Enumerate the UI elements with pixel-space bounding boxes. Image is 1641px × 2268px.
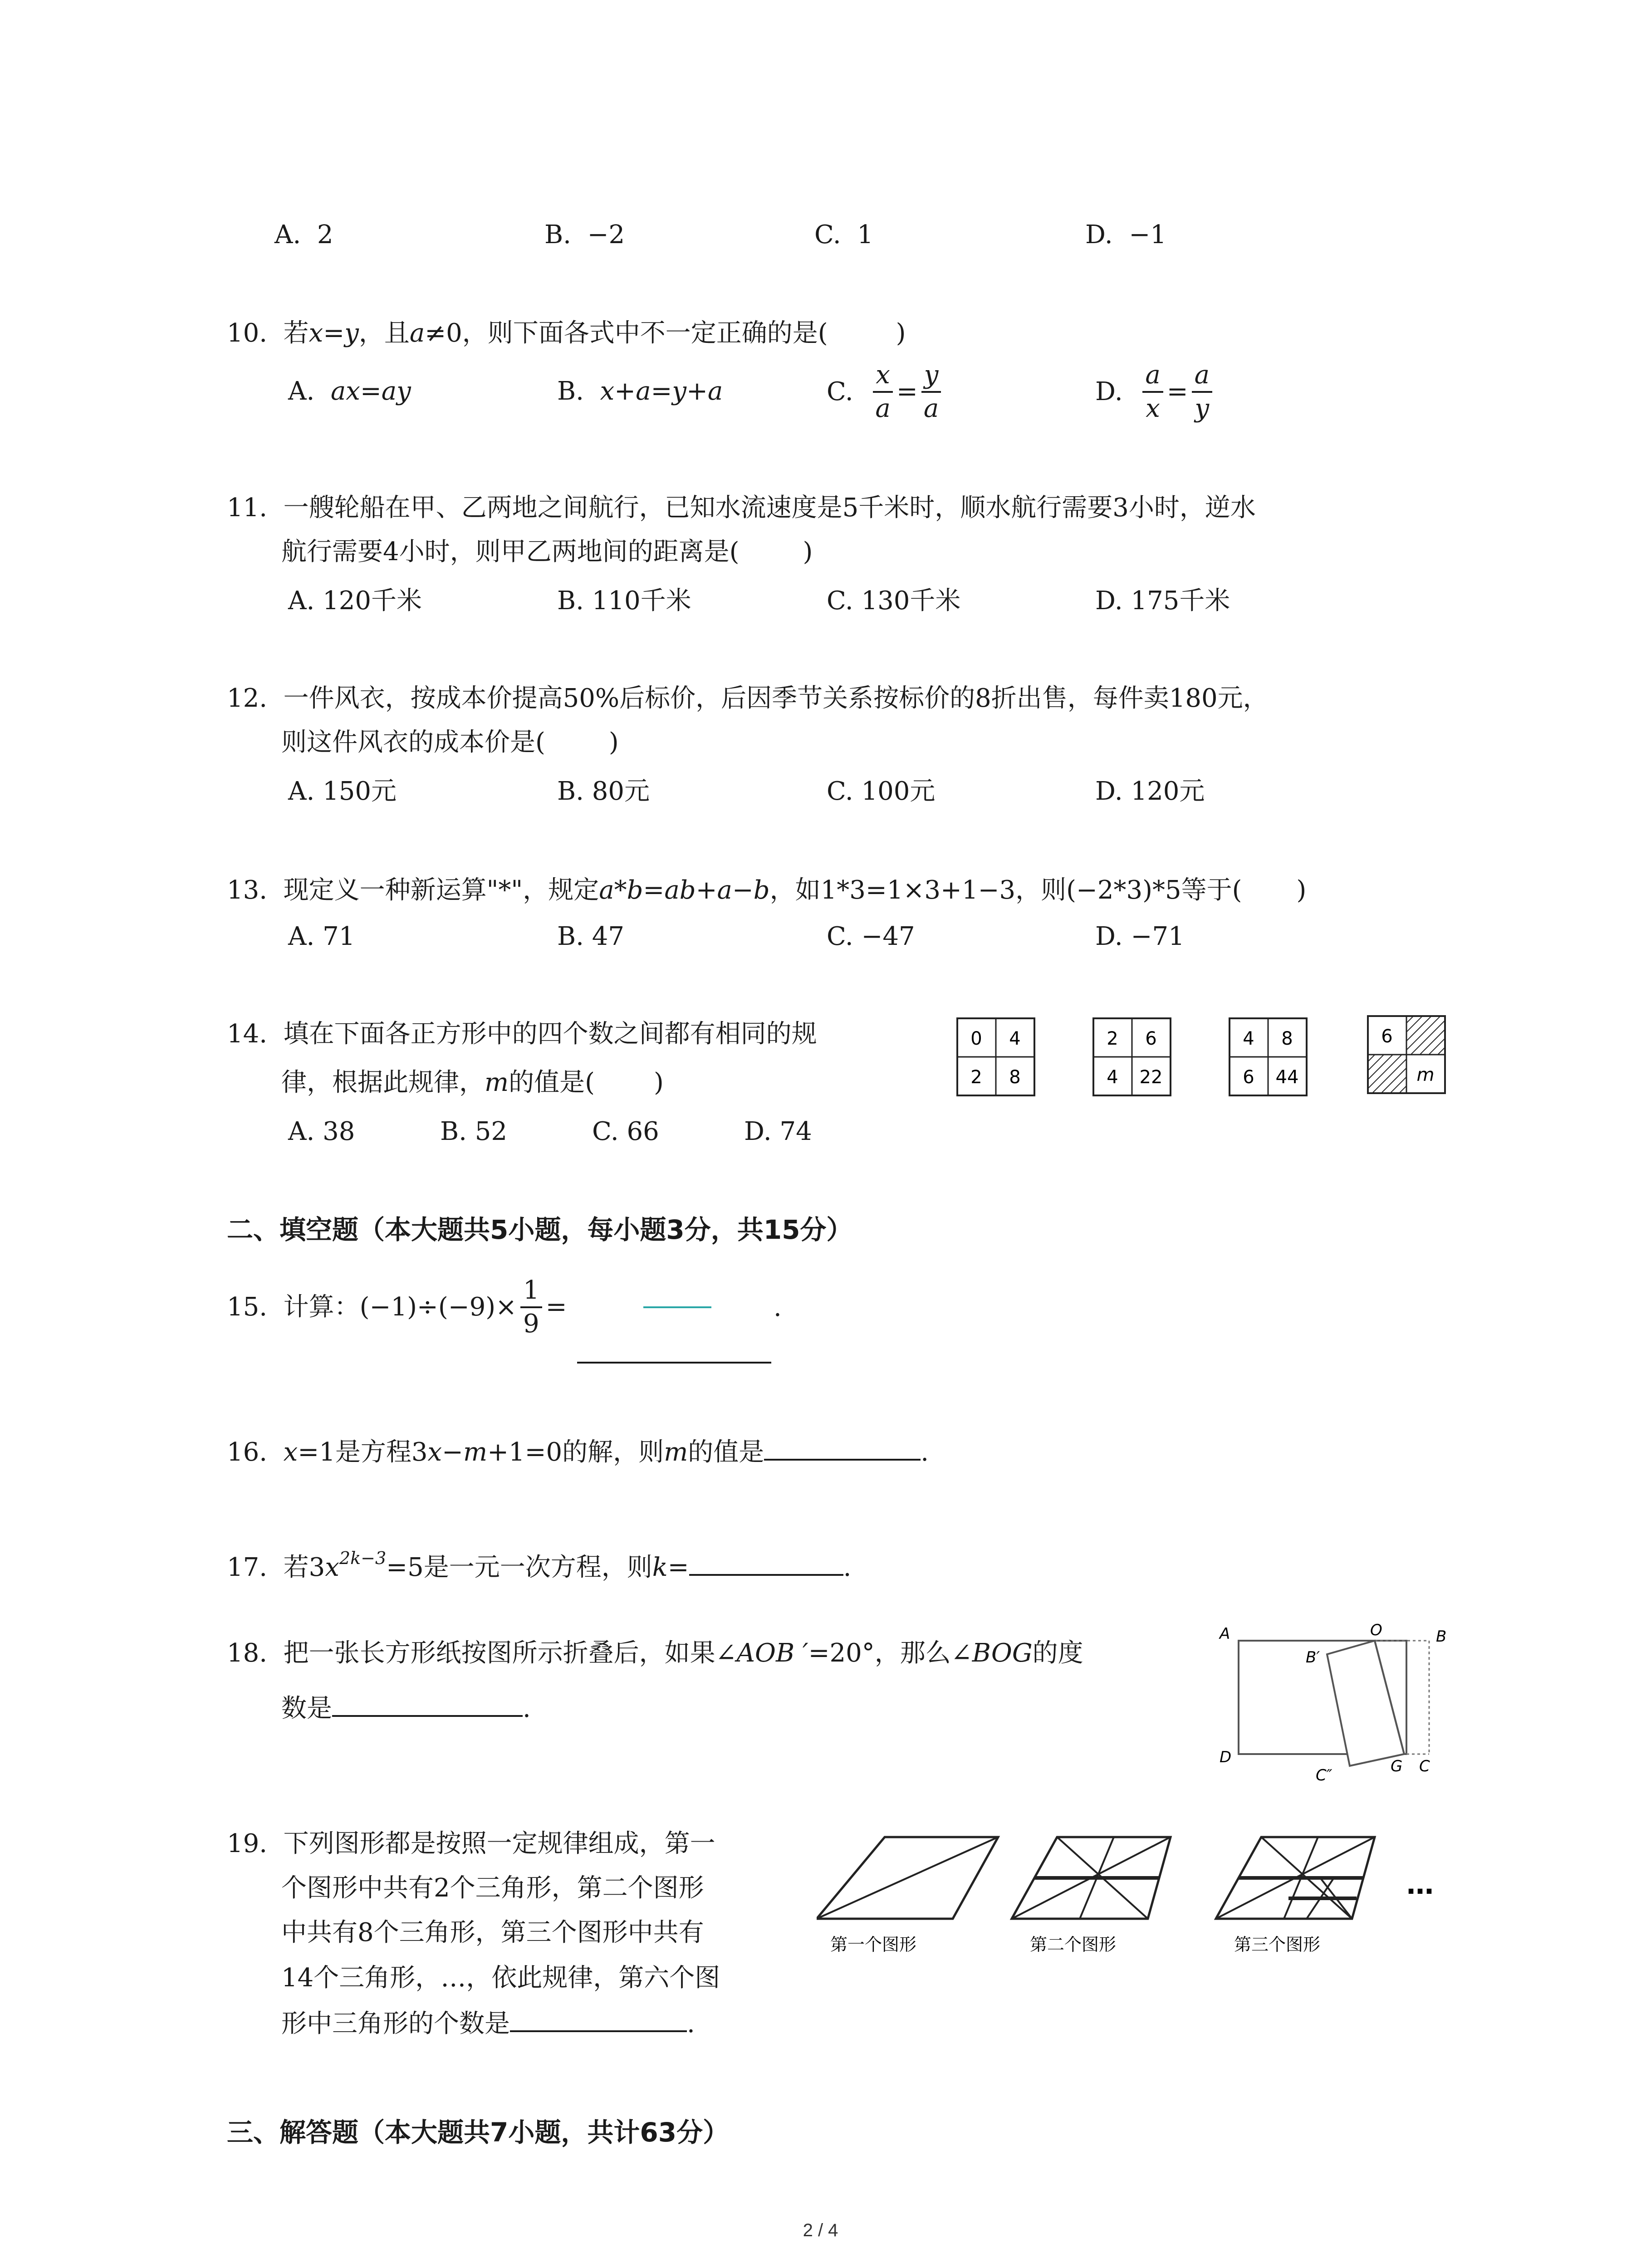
q14-text: 律，根据此规律，: [281, 1068, 485, 1097]
q11-text: 航行需要4小时，则甲乙两地间的距离是(: [281, 537, 740, 567]
label-o: O: [1370, 1622, 1382, 1639]
grid-cell: 8: [1009, 1067, 1021, 1088]
opt-letter: D.: [1095, 777, 1123, 806]
opt-letter: B.: [440, 1117, 467, 1146]
grid-cell: 2: [970, 1067, 982, 1088]
q14-text: 的值是(: [509, 1068, 595, 1097]
q12-option-b: [557, 776, 650, 807]
q12-line2: [281, 727, 619, 758]
opt-text: 52: [475, 1117, 508, 1146]
opt-text: −47: [861, 922, 915, 951]
grid-2: [1093, 1018, 1171, 1095]
opt-letter: C.: [827, 922, 853, 951]
q10-d-eq: =: [1166, 377, 1188, 406]
q13-formula: a*b=ab+a−b: [599, 875, 770, 905]
opt-letter: D.: [1095, 586, 1123, 616]
q12-option-c: [827, 776, 935, 807]
q16-text: =1是方程3: [298, 1437, 428, 1467]
opt-text: −71: [1131, 922, 1185, 951]
q13-paren: ): [1296, 875, 1307, 905]
q9-option-c-letter: C.: [814, 220, 841, 249]
q10-c-eq: =: [896, 377, 918, 406]
grid-cell: 4: [1009, 1028, 1021, 1049]
opt-text: 80元: [592, 777, 650, 806]
q17-text: =5是一元一次方程，则: [386, 1553, 652, 1582]
label-g: G: [1391, 1757, 1403, 1775]
opt-text: 71: [323, 922, 355, 951]
opt-text: 120元: [1131, 777, 1205, 806]
opt-text: 74: [779, 1117, 812, 1146]
q15-answer-mark: [643, 1306, 711, 1308]
opt-text: 100元: [861, 777, 936, 806]
frac-den: 9: [523, 1309, 539, 1339]
q10-stem-part: ，且: [358, 318, 410, 348]
frac-den: x: [1146, 394, 1160, 423]
q13-number: 13.: [227, 875, 268, 905]
q11-line2: [281, 536, 813, 568]
page-number: 2 / 4: [803, 2220, 838, 2240]
q17-var-x: x: [325, 1553, 339, 1582]
q10-c-frac-right: [921, 359, 941, 425]
caption-3: 第三个图形: [1234, 1935, 1321, 1955]
grid-cell: 6: [1381, 1026, 1393, 1047]
q19-number: 19.: [227, 1829, 268, 1858]
q10-c-frac-left: [873, 359, 893, 425]
q14-line2: [281, 1067, 664, 1099]
q15-text: 计算：(−1)÷(−9)×: [283, 1292, 517, 1322]
opt-letter: A.: [288, 777, 315, 806]
q14-text: 填在下面各正方形中的四个数之间都有相同的规: [283, 1019, 817, 1049]
q16-text: 的值是: [688, 1437, 764, 1467]
q19-line1: [227, 1828, 715, 1860]
q15-number: 15.: [227, 1292, 268, 1322]
opt-letter: D.: [1095, 922, 1123, 951]
q18-angle-aob: AOB ′: [736, 1638, 808, 1668]
q16-stem: [227, 1433, 929, 1468]
grid-4: [1368, 1016, 1445, 1093]
opt-text: 66: [627, 1117, 659, 1146]
label-d: D: [1220, 1748, 1232, 1766]
label-a: A: [1220, 1625, 1230, 1643]
q12-line1: [227, 683, 1269, 714]
section-3-heading: 三、解答题（本大题共7小题，共计63分）: [227, 2117, 730, 2148]
q14-line1: [227, 1018, 817, 1050]
opt-letter: C.: [592, 1117, 619, 1146]
q19-line2: 个图形中共有2个三角形，第二个图形: [281, 1873, 704, 1903]
grid-cell: 0: [970, 1028, 982, 1049]
opt-letter: C.: [827, 586, 853, 616]
q18-text: 数是: [281, 1694, 332, 1723]
q10-d-frac-right: [1192, 359, 1212, 425]
q14-option-c: [592, 1116, 659, 1148]
q10-var-a: a: [409, 318, 425, 348]
q12-text: 一件风衣，按成本价提高50%后标价，后因季节关系按标价的8折出售，每件卖180元，: [283, 684, 1269, 713]
q16-text: −: [442, 1437, 463, 1467]
q10-option-a-text: ax=ay: [330, 376, 411, 406]
q11-option-a: [288, 585, 422, 617]
frac-den: y: [1195, 394, 1210, 423]
opt-text: 47: [592, 922, 625, 951]
opt-text: 130千米: [861, 586, 961, 616]
grid-cell: 4: [1243, 1028, 1254, 1049]
frac-den: a: [875, 394, 891, 423]
q9-option-b-text: −2: [587, 220, 625, 249]
figure-2: [1012, 1837, 1171, 1955]
frac-num: y: [921, 359, 941, 393]
q17-stem: [227, 1542, 851, 1584]
grid-cell: 6: [1243, 1067, 1254, 1088]
q14-paren: ): [653, 1068, 664, 1097]
q13-text: 现定义一种新运算"*"，规定: [283, 875, 599, 905]
section-2-heading: 二、填空题（本大题共5小题，每小题3分，共15分）: [227, 1214, 853, 1245]
q10-option-b: [557, 376, 723, 407]
q10-option-c: [827, 359, 945, 425]
opt-letter: C.: [827, 777, 853, 806]
q18-text: 把一张长方形纸按图所示折叠后，如果∠: [283, 1638, 737, 1668]
opt-letter: D.: [744, 1117, 772, 1146]
q12-paren: ): [608, 728, 619, 757]
frac-num: 1: [520, 1275, 542, 1308]
opt-text: 38: [323, 1117, 355, 1146]
grid-1: [957, 1018, 1034, 1095]
q11-option-b: [557, 585, 691, 617]
frac-num: a: [1192, 359, 1212, 393]
q9-option-b-letter: B.: [544, 220, 571, 249]
q9-option-b: [544, 219, 625, 251]
q13-option-a: [288, 921, 355, 953]
frac-num: x: [873, 359, 893, 393]
q10-option-a: [288, 376, 411, 407]
q18-text: 的度: [1032, 1638, 1083, 1668]
opt-letter: A.: [288, 922, 315, 951]
q16-answer-blank[interactable]: [764, 1433, 921, 1461]
q19-figures: [817, 1819, 1461, 1973]
q10-d-frac-left: [1142, 359, 1163, 425]
caption-2: 第二个图形: [1030, 1935, 1117, 1955]
figure-1: [817, 1837, 998, 1955]
q12-option-d: [1095, 776, 1205, 807]
q16-var-x: x: [427, 1437, 442, 1467]
q10-option-c-letter: C.: [827, 377, 853, 406]
q14-option-a: [288, 1116, 355, 1148]
opt-text: 120千米: [323, 586, 422, 616]
q13-option-c: [827, 921, 915, 953]
q10-stem: [227, 318, 906, 349]
q17-text: =: [667, 1553, 689, 1582]
ellipsis: …: [1406, 1869, 1434, 1901]
q13-option-b: [557, 921, 624, 953]
q14-number: 14.: [227, 1019, 268, 1049]
q17-text: 若3: [283, 1553, 325, 1582]
q18-answer-blank[interactable]: [332, 1690, 523, 1717]
q10-var-x: x: [309, 318, 323, 348]
opt-letter: A.: [288, 586, 315, 616]
q12-text: 则这件风衣的成本价是(: [281, 728, 545, 757]
q9-option-a-text: 2: [317, 220, 333, 249]
opt-text: 150元: [323, 777, 397, 806]
q19-text: 形中三角形的个数是: [281, 2009, 510, 2038]
q11-line1: [227, 492, 1256, 524]
q17-answer-blank[interactable]: [689, 1549, 843, 1576]
q17-var-k: k: [652, 1553, 668, 1582]
q19-line4: 14个三角形，…，依此规律，第六个图: [281, 1963, 720, 1993]
q9-option-c-text: 1: [857, 220, 873, 249]
q11-number: 11.: [227, 493, 268, 523]
q19-line3: 中共有8个三角形，第三个图形中共有: [281, 1918, 704, 1947]
label-b: B: [1436, 1628, 1447, 1646]
q9-option-a: [274, 219, 333, 251]
q15-fraction: [520, 1275, 542, 1340]
q12-number: 12.: [227, 684, 268, 713]
q18-fold-figure: [1207, 1622, 1461, 1785]
q19-line5: [281, 2005, 695, 2040]
opt-text: 175千米: [1131, 586, 1230, 616]
grid-cell: 22: [1139, 1067, 1163, 1088]
q10-eq: =: [323, 318, 345, 348]
q12-option-a: [288, 776, 397, 807]
q10-number: 10.: [227, 318, 268, 348]
q9-option-d: [1085, 219, 1166, 251]
q11-text: 一艘轮船在甲、乙两地之间航行，已知水流速度是5千米时，顺水航行需要3小时，逆水: [283, 493, 1256, 523]
q14-grids-figure: [953, 1014, 1461, 1105]
opt-letter: B.: [557, 777, 584, 806]
q9-option-a-letter: A.: [274, 220, 301, 249]
grid-cell: 2: [1107, 1028, 1118, 1049]
q14-option-d: [744, 1116, 812, 1148]
q9-option-d-text: −1: [1129, 220, 1166, 249]
q16-number: 16.: [227, 1437, 268, 1467]
frac-den: a: [923, 394, 939, 423]
figure-3: [1216, 1837, 1375, 1955]
q10-var-y: y: [344, 318, 359, 348]
frac-num: a: [1142, 359, 1163, 393]
q16-end: .: [921, 1437, 929, 1467]
q18-end: .: [523, 1694, 531, 1723]
q13-stem: [227, 875, 1306, 906]
q10-option-a-letter: A.: [288, 376, 315, 406]
q11-option-c: [827, 585, 960, 617]
q15-end: .: [774, 1293, 782, 1322]
q14-option-b: [440, 1116, 507, 1148]
q13-text: ，如1*3=1×3+1−3，则(−2*3)*5等于(: [769, 875, 1242, 905]
label-b-prime: B′: [1306, 1648, 1320, 1667]
q19-text: 下列图形都是按照一定规律组成，第一: [283, 1829, 715, 1858]
q9-option-c: [814, 219, 873, 251]
grid-3: [1230, 1018, 1307, 1095]
q10-option-b-text: x+a=y+a: [600, 376, 723, 406]
q13-option-d: [1095, 921, 1185, 953]
q17-end: .: [843, 1553, 852, 1582]
q16-text: +1=0的解，则: [487, 1437, 664, 1467]
grid-cell: 8: [1281, 1028, 1293, 1049]
q18-line1: [227, 1637, 1083, 1669]
q19-answer-blank[interactable]: [510, 2005, 687, 2032]
q15-answer-blank[interactable]: [577, 1362, 771, 1364]
grid-cell: 4: [1107, 1067, 1118, 1088]
caption-1: 第一个图形: [830, 1935, 917, 1955]
q18-number: 18.: [227, 1638, 268, 1668]
q10-stem-part: 若: [283, 318, 309, 348]
q10-stem-part: ≠0，则下面各式中不一定正确的是(: [425, 318, 828, 348]
q18-line2: [281, 1690, 531, 1725]
q10-option-b-letter: B.: [557, 376, 584, 406]
q16-var-m: m: [664, 1437, 688, 1467]
grid-cell-m: m: [1416, 1065, 1435, 1085]
q18-angle-bog: BOG: [972, 1638, 1033, 1668]
opt-text: 110千米: [592, 586, 691, 616]
q16-var-m: m: [463, 1437, 488, 1467]
q16-var-x: x: [283, 1437, 298, 1467]
q15-eq: =: [545, 1292, 567, 1322]
opt-letter: B.: [557, 586, 584, 616]
opt-letter: A.: [288, 1117, 315, 1146]
q15-stem: [227, 1275, 567, 1340]
q19-end: .: [687, 2009, 695, 2038]
grid-cell: 44: [1275, 1067, 1299, 1088]
grid-cell: 6: [1145, 1028, 1157, 1049]
q10-option-d-letter: D.: [1095, 377, 1123, 406]
q18-text: =20°，那么∠: [808, 1638, 972, 1668]
label-c: C: [1419, 1757, 1430, 1775]
q14-var-m: m: [485, 1068, 509, 1097]
q10-option-d: [1095, 359, 1216, 425]
q17-exponent: 2k−3: [339, 1548, 387, 1568]
q11-option-d: [1095, 585, 1230, 617]
q17-number: 17.: [227, 1553, 268, 1582]
opt-letter: B.: [557, 922, 584, 951]
q9-option-d-letter: D.: [1085, 220, 1113, 249]
q10-paren: ): [896, 318, 906, 348]
label-c-double-prime: C″: [1316, 1766, 1332, 1784]
q11-paren: ): [803, 537, 813, 567]
